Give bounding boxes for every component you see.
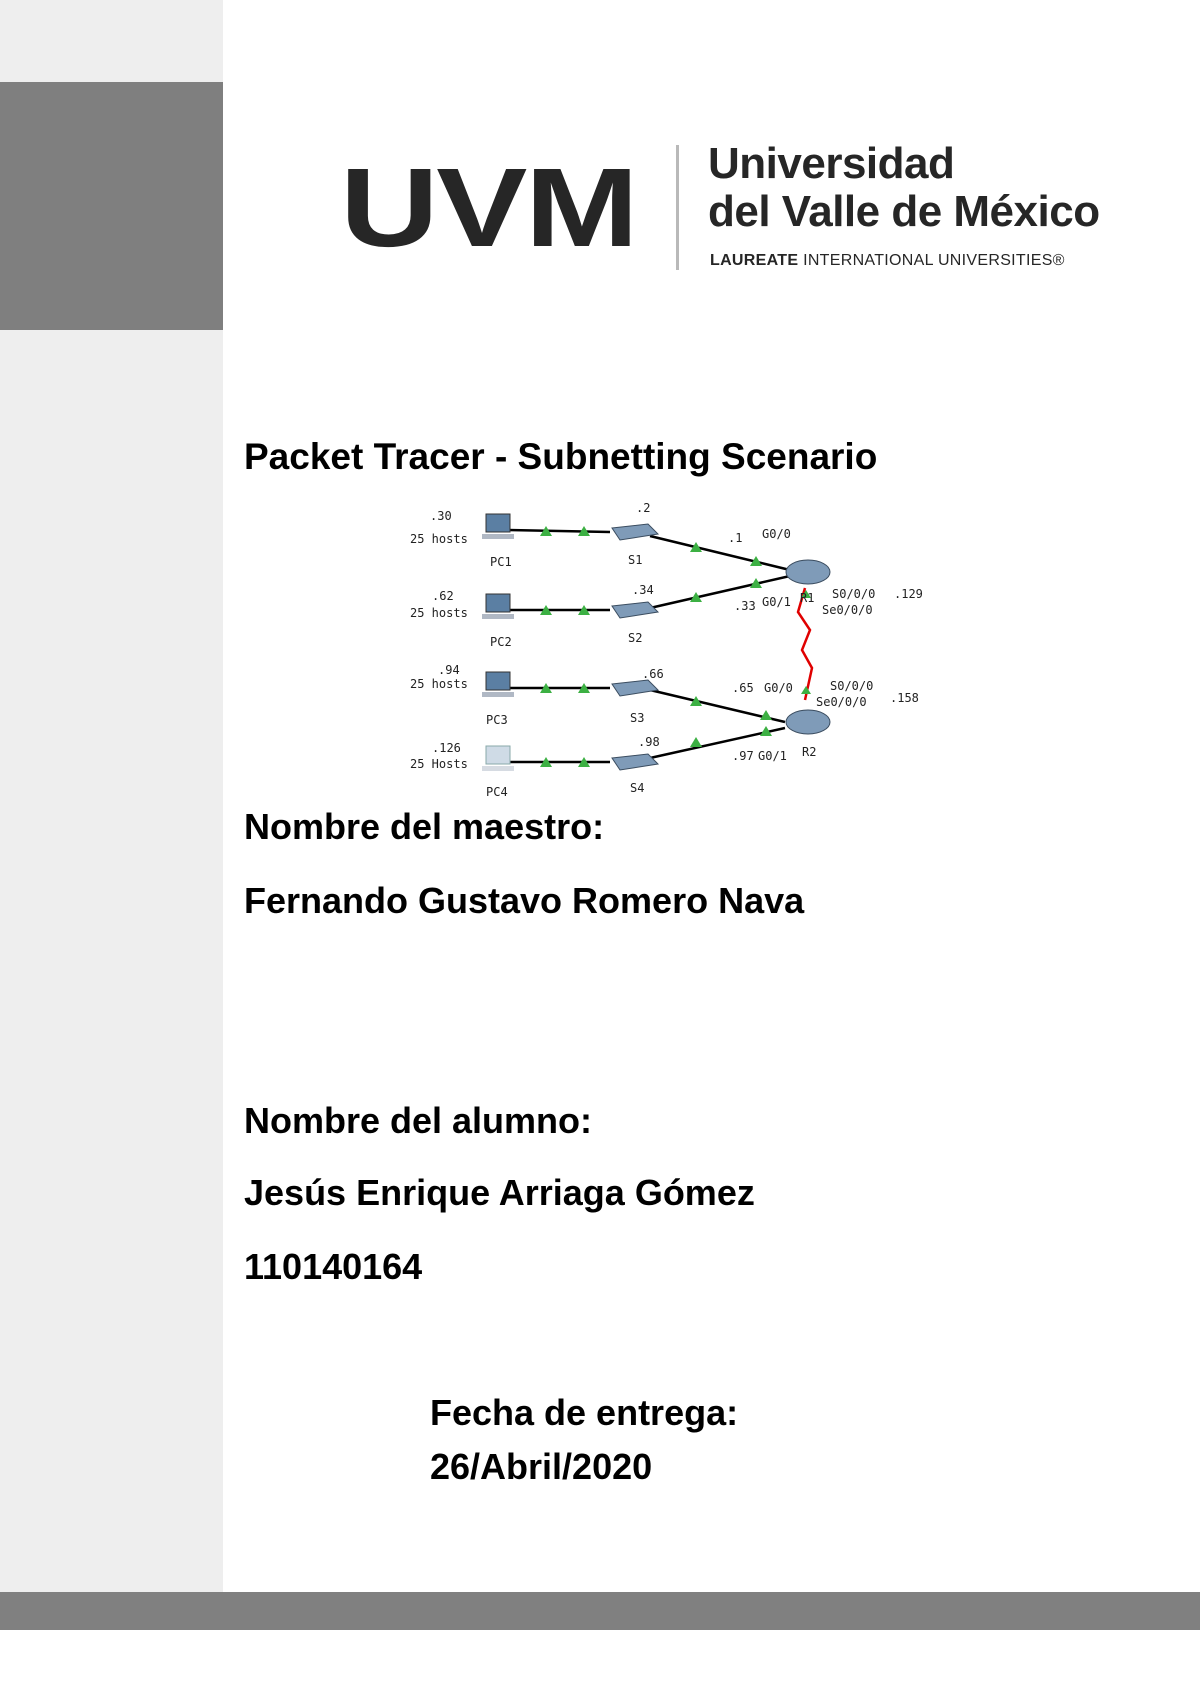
r1-g00: G0/0: [762, 527, 791, 541]
logo-acronym: UVM: [340, 145, 637, 270]
s4-ip: .98: [638, 735, 660, 749]
pc2-name: PC2: [490, 635, 512, 649]
pc3-hosts: 25 hosts: [410, 677, 468, 691]
r2-s000-ip: .158: [890, 691, 919, 705]
pc3-name: PC3: [486, 713, 508, 727]
s2-ip: .34: [632, 583, 654, 597]
s1-ip: .2: [636, 501, 651, 515]
s3-name: S3: [630, 711, 645, 725]
pc1-ip: .30: [430, 509, 452, 523]
teacher-name: Fernando Gustavo Romero Nava: [244, 880, 805, 921]
pc2-hosts: 25 hosts: [410, 606, 468, 620]
link-s1-r1: [650, 536, 790, 570]
pc4-hosts: 25 Hosts: [410, 757, 468, 771]
link-pc1-s1: [508, 530, 610, 532]
logo-university-line1: Universidad: [708, 139, 955, 188]
r1-g01-ip: .33: [734, 599, 756, 613]
pc3-ip: .94: [438, 663, 460, 677]
pc4-ip: .126: [432, 741, 461, 755]
s3-ip: .66: [642, 667, 664, 681]
r2-g01: G0/1: [758, 749, 787, 763]
network-topology-diagram: [400, 500, 940, 800]
document-title: Packet Tracer - Subnetting Scenario: [244, 436, 878, 477]
r2-g00-ip: .65: [732, 681, 754, 695]
s1-name: S1: [628, 553, 643, 567]
r2-g00: G0/0: [764, 681, 793, 695]
r1-se000: Se0/0/0: [822, 603, 873, 617]
s2-name: S2: [628, 631, 643, 645]
pc1-name: PC1: [490, 555, 512, 569]
logo-laureate-rest: INTERNATIONAL UNIVERSITIES®: [798, 252, 1065, 269]
teacher-label: Nombre del maestro:: [244, 806, 605, 847]
logo-university-line2: del Valle de México: [708, 187, 1100, 236]
delivery-date-label: Fecha de entrega:: [430, 1392, 739, 1433]
pc4-name: PC4: [486, 785, 508, 799]
r1-g00-ip: .1: [728, 531, 743, 545]
r1-s000-ip: .129: [894, 587, 923, 601]
r2-name: R2: [802, 745, 817, 759]
r1-name: R1: [800, 591, 815, 605]
logo-laureate-line: [710, 253, 1065, 269]
student-name: Jesús Enrique Arriaga Gómez: [244, 1172, 755, 1213]
pc1-hosts: 25 hosts: [410, 532, 468, 546]
student-label: Nombre del alumno:: [244, 1100, 593, 1141]
r2-g01-ip: .97: [732, 749, 754, 763]
logo-divider: [676, 145, 679, 270]
r2-s000: S0/0/0: [830, 679, 874, 693]
r1-g01: G0/1: [762, 595, 791, 609]
bottom-bar: [0, 1592, 1200, 1630]
s4-name: S4: [630, 781, 645, 795]
r2-se000: Se0/0/0: [816, 695, 867, 709]
logo-laureate-bold: LAUREATE: [710, 252, 799, 269]
student-id: 110140164: [244, 1246, 423, 1287]
r1-s000: S0/0/0: [832, 587, 876, 601]
delivery-date: 26/Abril/2020: [430, 1446, 653, 1487]
uvm-logo: [340, 140, 1100, 280]
pc2-ip: .62: [432, 589, 454, 603]
left-accent-block: [0, 82, 223, 330]
